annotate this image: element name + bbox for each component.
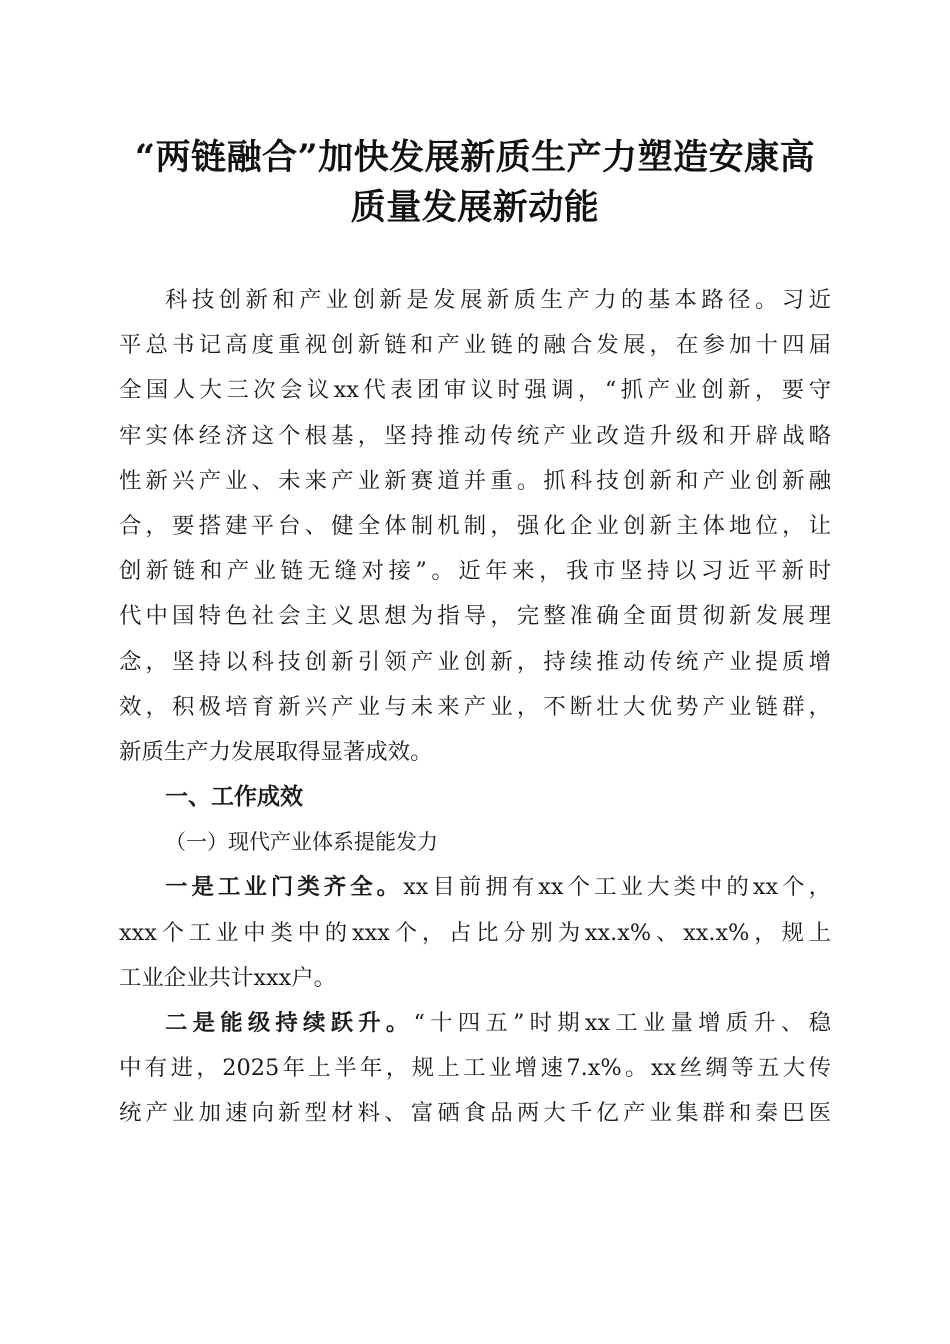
point1-line-1 <box>119 865 831 910</box>
subsection-heading: （一）现代产业体系提能发力 <box>165 830 438 855</box>
document-title <box>100 133 850 233</box>
document-body <box>119 278 831 1137</box>
intro-line-7: 创新链和产业链无缝对接”。近年来，我市坚持以习近平新时 <box>119 558 831 585</box>
intro-line-4: 牢实体经济这个根基，坚持推动传统产业改造升级和开辟战略 <box>119 422 831 449</box>
intro-line-9: 念，坚持以科技创新引领产业创新，持续推动传统产业提质增 <box>119 648 831 675</box>
intro-line-3: 全国人大三次会议xx代表团审议时强调，“抓产业创新，要守 <box>119 377 831 404</box>
intro-line-8: 代中国特色社会主义思想为指导，完整准确全面贯彻新发展理 <box>119 603 831 630</box>
intro-line-5: 性新兴产业、未来产业新赛道并重。抓科技创新和产业创新融 <box>119 467 831 494</box>
point2-line-1-rest: “十四五”时期xx工业量增质升、稳 <box>413 1010 831 1036</box>
intro-line-10: 效，积极培育新兴产业与未来产业，不断壮大优势产业链群， <box>119 693 831 720</box>
point1-line-2: xxx个工业中类中的xxx个，占比分别为xx.x%、xx.x%，规上 <box>119 919 831 946</box>
point1-lead: 一是工业门类齐全。 <box>165 874 404 901</box>
title-line-2: 质量发展新动能 <box>350 187 600 228</box>
point2-line-1 <box>119 1001 831 1046</box>
point2-line-3: 统产业加速向新型材料、富硒食品两大千亿产业集群和秦巴医 <box>119 1100 831 1127</box>
point2-lead: 二是能级持续跃升。 <box>165 1010 414 1036</box>
intro-line-2: 平总书记高度重视创新链和产业链的融合发展，在参加十四届 <box>119 332 831 359</box>
point2-line-2: 中有进，2025年上半年，规上工业增速7.x%。xx丝绸等五大传 <box>119 1055 831 1082</box>
point1-line-1-rest: xx目前拥有xx个工业大类中的xx个， <box>403 874 832 901</box>
section-heading: 一、工作成效 <box>165 784 303 811</box>
intro-line-11: 新质生产力发展取得显著成效。 <box>119 738 433 765</box>
intro-line-6: 合，要搭建平台、健全体制机制，强化企业创新主体地位，让 <box>119 512 831 539</box>
intro-line-1: 科技创新和产业创新是发展新质生产力的基本路径。习近 <box>165 287 831 313</box>
point1-line-3: 工业企业共计xxx户。 <box>119 964 337 991</box>
title-line-1: “两链融合”加快发展新质生产力塑造安康高 <box>134 137 816 178</box>
